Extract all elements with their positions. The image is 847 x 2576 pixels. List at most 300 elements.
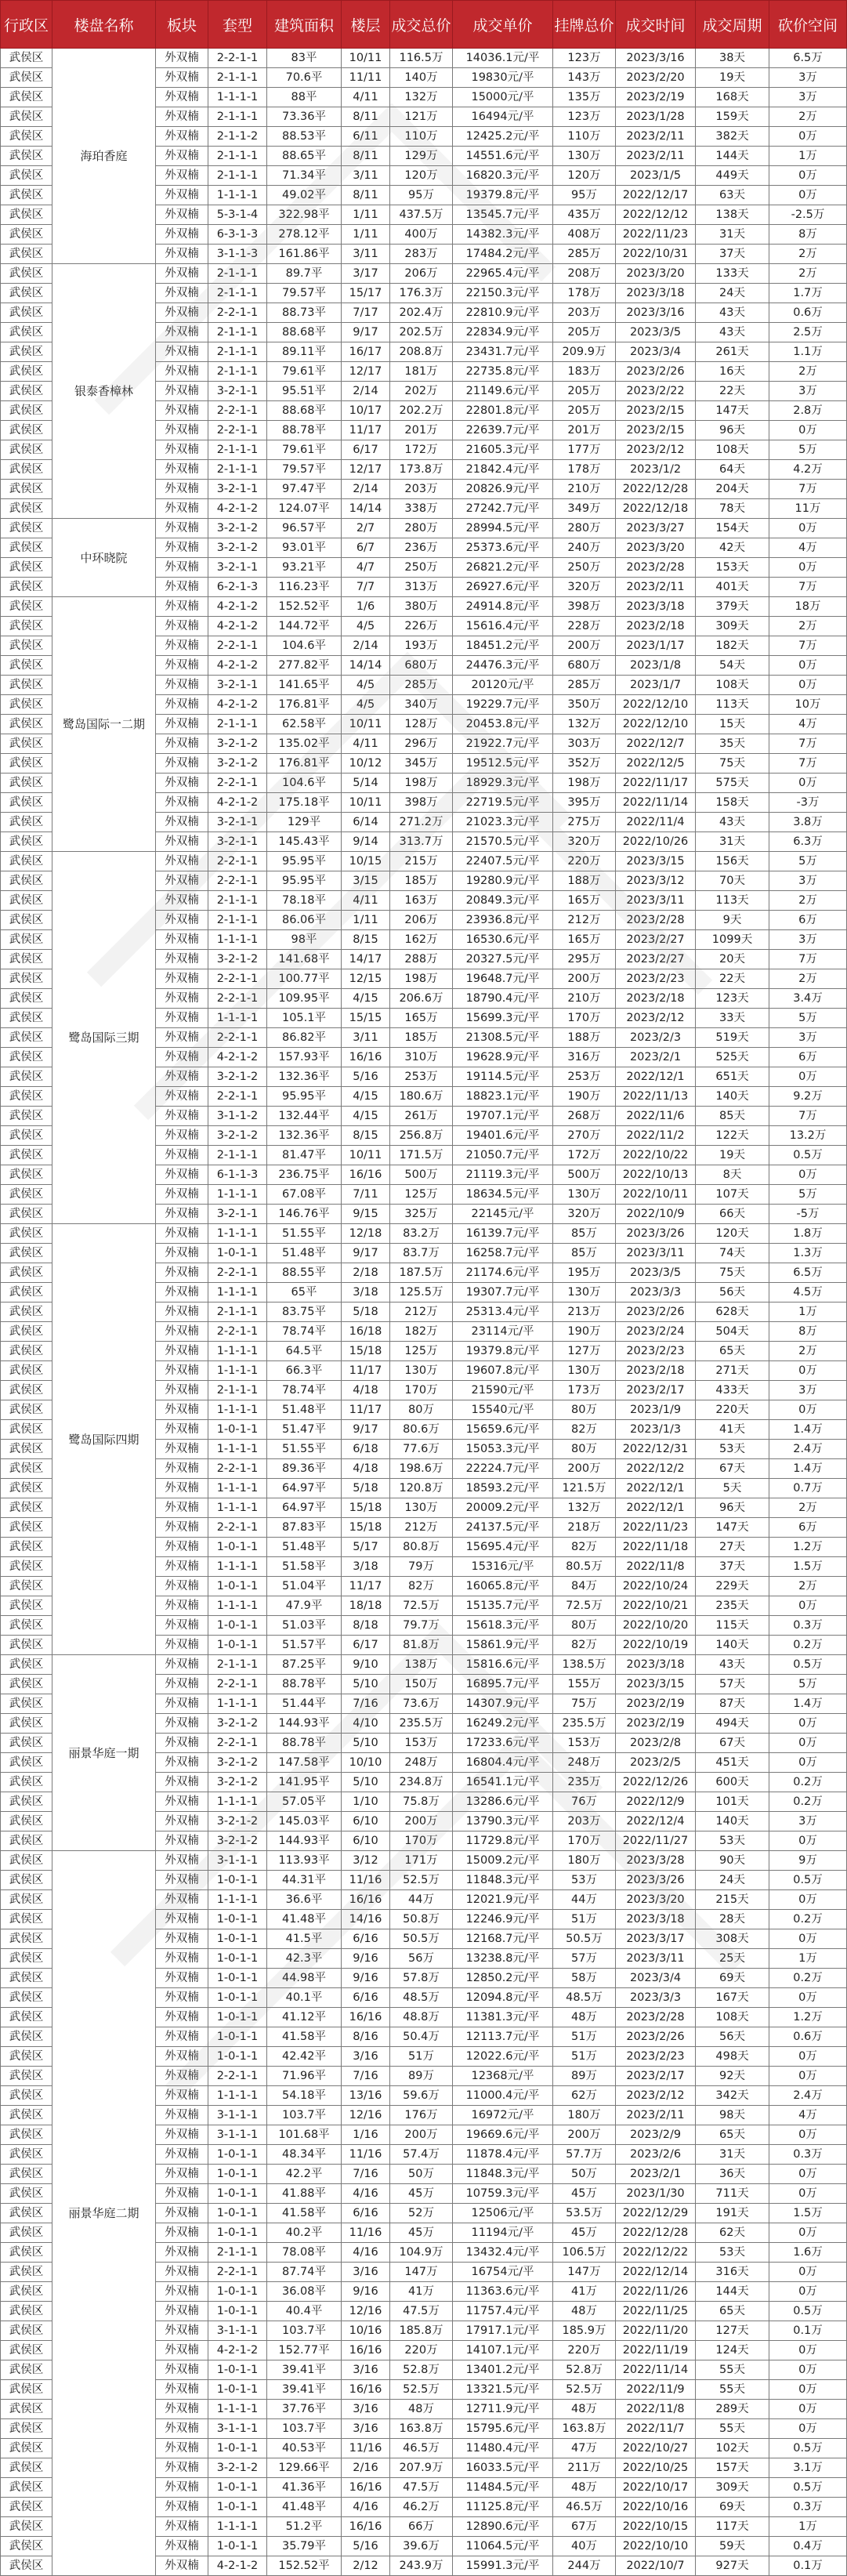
table-cell: 1-0-1-1 xyxy=(208,2282,267,2302)
table-cell: 外双楠 xyxy=(156,1773,208,1792)
table-cell: 87.74平 xyxy=(267,2263,342,2282)
table-cell: 70天 xyxy=(696,871,769,891)
table-cell: 2023/2/23 xyxy=(616,969,696,989)
table-cell: 11万 xyxy=(769,499,847,519)
table-cell: 2-1-1-1 xyxy=(208,2243,267,2263)
table-cell: 150万 xyxy=(390,1675,453,1694)
table-cell: 1-0-1-1 xyxy=(208,2008,267,2027)
community-name-cell: 鹭岛国际四期 xyxy=(52,1224,156,1655)
table-cell: 0万 xyxy=(769,2360,847,2380)
table-cell: 7/16 xyxy=(342,2165,390,2184)
table-cell: 7万 xyxy=(769,1107,847,1126)
table-cell: 11/16 xyxy=(342,1871,390,1890)
table-cell: 武侯区 xyxy=(1,1538,52,1557)
table-cell: 武侯区 xyxy=(1,2537,52,2556)
table-cell: 外双楠 xyxy=(156,2517,208,2537)
table-cell: 163万 xyxy=(390,891,453,911)
table-cell: 外双楠 xyxy=(156,2498,208,2517)
table-row[interactable] xyxy=(1,49,847,68)
table-cell: 2-2-1-1 xyxy=(208,1734,267,1753)
table-cell: 340万 xyxy=(390,695,453,715)
table-cell: 138万 xyxy=(390,1655,453,1675)
table-cell: 322.98平 xyxy=(267,205,342,225)
table-cell: 2023/2/22 xyxy=(616,382,696,401)
column-header[interactable]: 套型 xyxy=(208,1,267,49)
table-cell: 53天 xyxy=(696,1440,769,1459)
table-cell: 95.95平 xyxy=(267,871,342,891)
table-cell: 外双楠 xyxy=(156,480,208,499)
table-cell: 84万 xyxy=(553,1577,616,1596)
table-cell: 18790.4元/平 xyxy=(453,989,553,1009)
table-row[interactable] xyxy=(1,1851,847,1871)
table-cell: 250万 xyxy=(390,558,453,578)
table-cell: 3-1-1-1 xyxy=(208,2321,267,2341)
table-cell: 16/16 xyxy=(342,1890,390,1910)
table-cell: 83.7万 xyxy=(390,1244,453,1263)
column-header[interactable]: 板块 xyxy=(156,1,208,49)
table-cell: 武侯区 xyxy=(1,695,52,715)
table-cell: 285万 xyxy=(390,676,453,695)
table-cell: 500万 xyxy=(390,1165,453,1185)
table-cell: 1/11 xyxy=(342,205,390,225)
table-cell: 0万 xyxy=(769,1361,847,1381)
table-cell: 2023/3/3 xyxy=(616,1283,696,1302)
table-cell: 80万 xyxy=(390,1400,453,1420)
table-cell: 2023/3/12 xyxy=(616,871,696,891)
table-cell: 2022/10/27 xyxy=(616,2439,696,2458)
table-cell: 2022/10/20 xyxy=(616,1616,696,1636)
column-header[interactable]: 成交周期 xyxy=(696,1,769,49)
table-cell: 198万 xyxy=(390,774,453,793)
table-cell: 武侯区 xyxy=(1,264,52,284)
table-cell: 武侯区 xyxy=(1,1263,52,1283)
table-cell: 19669.6元/平 xyxy=(453,2125,553,2145)
table-cell: 87.83平 xyxy=(267,1518,342,1538)
table-cell: 40.53平 xyxy=(267,2439,342,2458)
table-cell: 120天 xyxy=(696,1224,769,1244)
table-cell: 12113.7元/平 xyxy=(453,2027,553,2047)
table-cell: 8万 xyxy=(769,1322,847,1342)
table-cell: 武侯区 xyxy=(1,1479,52,1498)
table-cell: 12506元/平 xyxy=(453,2204,553,2223)
table-cell: 95万 xyxy=(390,186,453,205)
table-cell: 208.8万 xyxy=(390,342,453,362)
table-cell: 武侯区 xyxy=(1,1988,52,2008)
table-cell: 2022/10/7 xyxy=(616,2556,696,2576)
table-cell: 2022/11/23 xyxy=(616,225,696,245)
table-cell: 2022/12/22 xyxy=(616,2243,696,2263)
table-cell: 22天 xyxy=(696,382,769,401)
table-cell: 2022/12/10 xyxy=(616,715,696,734)
table-cell: 武侯区 xyxy=(1,656,52,676)
table-cell: 外双楠 xyxy=(156,68,208,88)
table-cell: 外双楠 xyxy=(156,2400,208,2419)
table-cell: 外双楠 xyxy=(156,989,208,1009)
table-cell: 57天 xyxy=(696,1675,769,1694)
table-cell: 2023/1/3 xyxy=(616,1420,696,1440)
table-cell: 15991.3元/平 xyxy=(453,2556,553,2576)
table-cell: 575天 xyxy=(696,774,769,793)
table-cell: 11/16 xyxy=(342,2145,390,2165)
table-cell: 200万 xyxy=(390,2125,453,2145)
table-cell: 95.95平 xyxy=(267,1087,342,1107)
table-cell: 5/10 xyxy=(342,1734,390,1753)
table-cell: 1-1-1-1 xyxy=(208,1440,267,1459)
table-cell: 12425.2元/平 xyxy=(453,127,553,147)
table-cell: 382天 xyxy=(696,127,769,147)
table-cell: 武侯区 xyxy=(1,1890,52,1910)
table-cell: 1-1-1-1 xyxy=(208,1224,267,1244)
table-cell: 22天 xyxy=(696,969,769,989)
table-cell: 64.97平 xyxy=(267,1479,342,1498)
table-cell: 153万 xyxy=(553,1734,616,1753)
table-cell: 4/18 xyxy=(342,1381,390,1400)
table-cell: 3万 xyxy=(769,1381,847,1400)
table-cell: 2023/3/18 xyxy=(616,1910,696,1929)
table-cell: 2023/2/19 xyxy=(616,1694,696,1714)
table-cell: 21570.5元/平 xyxy=(453,832,553,852)
table-row[interactable] xyxy=(1,519,847,538)
table-cell: 武侯区 xyxy=(1,538,52,558)
table-cell: 15053.3元/平 xyxy=(453,1440,553,1459)
table-cell: 2-2-1-1 xyxy=(208,852,267,871)
table-cell: 2022/11/23 xyxy=(616,1518,696,1538)
table-cell: 0.5万 xyxy=(769,1655,847,1675)
table-cell: 9/16 xyxy=(342,1949,390,1969)
table-cell: 44万 xyxy=(390,1890,453,1910)
table-cell: 21308.5元/平 xyxy=(453,1028,553,1048)
table-cell: 187.5万 xyxy=(390,1263,453,1283)
table-cell: 451天 xyxy=(696,1753,769,1773)
table-cell: 1-0-1-1 xyxy=(208,2047,267,2067)
table-cell: 武侯区 xyxy=(1,2008,52,2027)
table-cell: 153万 xyxy=(390,1734,453,1753)
table-cell: 50万 xyxy=(553,2165,616,2184)
table-cell: 13238.8元/平 xyxy=(453,1949,553,1969)
table-cell: 3万 xyxy=(769,68,847,88)
table-cell: 86.06平 xyxy=(267,911,342,930)
table-cell: 1-0-1-1 xyxy=(208,2184,267,2204)
table-cell: 2-2-1-1 xyxy=(208,871,267,891)
table-cell: 3-1-1-1 xyxy=(208,2125,267,2145)
table-cell: 20009.2元/平 xyxy=(453,1498,553,1518)
table-cell: 14307.9元/平 xyxy=(453,1694,553,1714)
table-cell: 132万 xyxy=(390,88,453,107)
table-cell: 144天 xyxy=(696,2282,769,2302)
table-cell: 121万 xyxy=(390,107,453,127)
table-cell: 205万 xyxy=(553,323,616,342)
table-cell: 外双楠 xyxy=(156,1714,208,1734)
table-cell: 2023/2/27 xyxy=(616,930,696,950)
table-cell: 2/14 xyxy=(342,382,390,401)
table-cell: 2-2-1-1 xyxy=(208,49,267,68)
table-cell: 5/18 xyxy=(342,1302,390,1322)
table-cell: 200万 xyxy=(553,1459,616,1479)
table-cell: 185.9万 xyxy=(553,2321,616,2341)
table-cell: 147万 xyxy=(553,2263,616,2282)
table-cell: 2022/11/19 xyxy=(616,2341,696,2360)
table-cell: 51万 xyxy=(553,2027,616,2047)
table-cell: 11/11 xyxy=(342,68,390,88)
column-header[interactable]: 砍价空间 xyxy=(769,1,847,49)
table-cell: 外双楠 xyxy=(156,1831,208,1851)
table-cell: 50.5万 xyxy=(553,1929,616,1949)
table-cell: 43天 xyxy=(696,1655,769,1675)
table-cell: 武侯区 xyxy=(1,362,52,382)
table-cell: 武侯区 xyxy=(1,2458,52,2478)
table-cell: 103.7平 xyxy=(267,2321,342,2341)
table-cell: 26821.2元/平 xyxy=(453,558,553,578)
table-cell: 武侯区 xyxy=(1,1596,52,1616)
column-header[interactable]: 挂牌总价 xyxy=(553,1,616,49)
table-cell: 0.1万 xyxy=(769,2321,847,2341)
table-cell: 16/16 xyxy=(342,1048,390,1067)
table-cell: 210万 xyxy=(553,989,616,1009)
column-header[interactable]: 成交总价 xyxy=(390,1,453,49)
table-cell: 56万 xyxy=(390,1949,453,1969)
table-cell: 3-1-1-2 xyxy=(208,1107,267,1126)
table-cell: 130万 xyxy=(390,1361,453,1381)
table-cell: 外双楠 xyxy=(156,362,208,382)
table-cell: 武侯区 xyxy=(1,1812,52,1831)
table-cell: 0万 xyxy=(769,421,847,440)
table-cell: 2023/2/19 xyxy=(616,88,696,107)
table-cell: 277.82平 xyxy=(267,656,342,676)
table-cell: 338万 xyxy=(390,499,453,519)
table-cell: 171万 xyxy=(390,1851,453,1871)
table-cell: 5万 xyxy=(769,852,847,871)
table-cell: 1/6 xyxy=(342,597,390,617)
table-cell: 44.31平 xyxy=(267,1871,342,1890)
table-cell: 0万 xyxy=(769,1734,847,1753)
table-cell: 52.5万 xyxy=(390,1871,453,1890)
table-cell: 1-1-1-1 xyxy=(208,1342,267,1361)
table-cell: 51.55平 xyxy=(267,1224,342,1244)
table-cell: 74天 xyxy=(696,1244,769,1263)
table-cell: 21050.7元/平 xyxy=(453,1146,553,1165)
table-cell: 50.5万 xyxy=(390,1929,453,1949)
table-cell: 外双楠 xyxy=(156,1224,208,1244)
table-cell: 4-2-1-2 xyxy=(208,597,267,617)
table-cell: 89万 xyxy=(390,2067,453,2086)
table-cell: 2023/3/11 xyxy=(616,1949,696,1969)
table-cell: 外双楠 xyxy=(156,1812,208,1831)
table-cell: 0万 xyxy=(769,2380,847,2400)
table-cell: 205万 xyxy=(553,382,616,401)
table-cell: 235万 xyxy=(553,1773,616,1792)
table-cell: 41.48平 xyxy=(267,2498,342,2517)
table-cell: 92天 xyxy=(696,2067,769,2086)
table-row[interactable] xyxy=(1,597,847,617)
table-cell: 86.82平 xyxy=(267,1028,342,1048)
table-cell: 14036.1元/平 xyxy=(453,49,553,68)
table-row[interactable] xyxy=(1,264,847,284)
table-cell: 205万 xyxy=(553,401,616,421)
table-cell: 19天 xyxy=(696,68,769,88)
table-cell: 104.6平 xyxy=(267,636,342,656)
table-cell: 504天 xyxy=(696,1322,769,1342)
table-cell: 外双楠 xyxy=(156,166,208,186)
table-cell: 18929.3元/平 xyxy=(453,774,553,793)
table-cell: 271天 xyxy=(696,1361,769,1381)
table-cell: 153天 xyxy=(696,558,769,578)
table-cell: 武侯区 xyxy=(1,1557,52,1577)
table-cell: 19229.7元/平 xyxy=(453,695,553,715)
table-cell: 外双楠 xyxy=(156,1518,208,1538)
table-cell: 2023/3/20 xyxy=(616,538,696,558)
table-cell: 外双楠 xyxy=(156,930,208,950)
table-cell: 6/16 xyxy=(342,1988,390,2008)
table-cell: 外双楠 xyxy=(156,1126,208,1146)
table-cell: 1.2万 xyxy=(769,2008,847,2027)
table-cell: 0万 xyxy=(769,519,847,538)
table-cell: 9/17 xyxy=(342,1420,390,1440)
table-cell: 3-2-1-1 xyxy=(208,382,267,401)
table-cell: 武侯区 xyxy=(1,1831,52,1851)
table-cell: 200万 xyxy=(553,636,616,656)
table-cell: 武侯区 xyxy=(1,480,52,499)
table-cell: 72.5万 xyxy=(553,1596,616,1616)
column-header[interactable]: 成交时间 xyxy=(616,1,696,49)
table-cell: 1.5万 xyxy=(769,1557,847,1577)
table-cell: 401天 xyxy=(696,578,769,597)
table-cell: 170万 xyxy=(553,1009,616,1028)
table-cell: 9/15 xyxy=(342,1205,390,1224)
table-cell: 44.98平 xyxy=(267,1969,342,1988)
table-cell: 2022/10/10 xyxy=(616,2537,696,2556)
table-cell: 2023/1/28 xyxy=(616,107,696,127)
table-cell: 武侯区 xyxy=(1,1655,52,1675)
table-cell: 2022/12/10 xyxy=(616,695,696,715)
table-cell: 3万 xyxy=(769,382,847,401)
table-cell: 2022/10/31 xyxy=(616,245,696,264)
table-cell: 350万 xyxy=(553,695,616,715)
table-cell: 14107.1元/平 xyxy=(453,2341,553,2360)
table-cell: 5/14 xyxy=(342,774,390,793)
table-cell: 武侯区 xyxy=(1,2341,52,2360)
table-cell: 武侯区 xyxy=(1,2419,52,2439)
table-cell: 外双楠 xyxy=(156,2008,208,2027)
table-cell: 3/15 xyxy=(342,871,390,891)
table-cell: 0万 xyxy=(769,1890,847,1910)
table-cell: 3.8万 xyxy=(769,813,847,832)
table-cell: 121.5万 xyxy=(553,1479,616,1498)
table-cell: 外双楠 xyxy=(156,1871,208,1890)
table-cell: 2022/11/20 xyxy=(616,2321,696,2341)
table-cell: 25天 xyxy=(696,1949,769,1969)
table-cell: 2023/3/17 xyxy=(616,1929,696,1949)
table-cell: 680万 xyxy=(390,656,453,676)
table-cell: 66万 xyxy=(390,2517,453,2537)
column-header[interactable]: 楼盘名称 xyxy=(52,1,156,49)
table-cell: 46.5万 xyxy=(390,2439,453,2458)
table-cell: 12890.6元/平 xyxy=(453,2517,553,2537)
table-cell: 19707.1元/平 xyxy=(453,1107,553,1126)
table-cell: 2022/12/31 xyxy=(616,1440,696,1459)
table-cell: 124.07平 xyxy=(267,499,342,519)
table-cell: 外双楠 xyxy=(156,1009,208,1028)
table-cell: 141.68平 xyxy=(267,950,342,969)
table-cell: 96天 xyxy=(696,421,769,440)
table-cell: 外双楠 xyxy=(156,1185,208,1205)
table-cell: 16/16 xyxy=(342,2380,390,2400)
table-cell: 外双楠 xyxy=(156,2341,208,2360)
table-cell: 15816.6元/平 xyxy=(453,1655,553,1675)
table-cell: 1万 xyxy=(769,147,847,166)
table-cell: 武侯区 xyxy=(1,578,52,597)
table-cell: 0.4万 xyxy=(769,2537,847,2556)
table-cell: 武侯区 xyxy=(1,1949,52,1969)
table-cell: 2023/2/26 xyxy=(616,1302,696,1322)
table-cell: 2023/2/12 xyxy=(616,1009,696,1028)
table-cell: 3-1-1-1 xyxy=(208,2106,267,2125)
table-cell: 202.2万 xyxy=(390,401,453,421)
column-header[interactable]: 楼层 xyxy=(342,1,390,49)
table-cell: 248万 xyxy=(390,1753,453,1773)
table-cell: 400万 xyxy=(390,225,453,245)
table-cell: 250万 xyxy=(553,558,616,578)
table-cell: 外双楠 xyxy=(156,891,208,911)
table-cell: 10/10 xyxy=(342,1753,390,1773)
table-cell: 146.76平 xyxy=(267,1205,342,1224)
table-cell: 52.8万 xyxy=(553,2360,616,2380)
table-cell: 132万 xyxy=(553,715,616,734)
table-cell: 235.5万 xyxy=(553,1714,616,1734)
table-cell: 2023/2/11 xyxy=(616,2106,696,2125)
table-cell: 外双楠 xyxy=(156,1479,208,1498)
table-cell: 78.18平 xyxy=(267,891,342,911)
table-cell: 4/5 xyxy=(342,617,390,636)
table-cell: 3/18 xyxy=(342,1557,390,1577)
table-cell: 4万 xyxy=(769,538,847,558)
table-cell: 2023/3/26 xyxy=(616,1224,696,1244)
table-cell: 2023/1/30 xyxy=(616,2184,696,2204)
table-cell: 14382.3元/平 xyxy=(453,225,553,245)
table-cell: 15/18 xyxy=(342,1518,390,1538)
table-cell: 6-3-1-3 xyxy=(208,225,267,245)
table-cell: 2-1-1-2 xyxy=(208,127,267,147)
table-cell: 4万 xyxy=(769,715,847,734)
table-cell: 101天 xyxy=(696,1792,769,1812)
table-row[interactable] xyxy=(1,1655,847,1675)
table-cell: 3-2-1-1 xyxy=(208,676,267,695)
column-header[interactable]: 成交单价 xyxy=(453,1,553,49)
table-cell: 248万 xyxy=(553,1753,616,1773)
table-row[interactable] xyxy=(1,852,847,871)
table-cell: 110万 xyxy=(390,127,453,147)
table-cell: 58万 xyxy=(553,1969,616,1988)
table-cell: 212万 xyxy=(553,911,616,930)
table-cell: 711天 xyxy=(696,2184,769,2204)
table-row[interactable] xyxy=(1,1224,847,1244)
table-cell: 48万 xyxy=(553,2302,616,2321)
table-cell: 1-1-1-1 xyxy=(208,2086,267,2106)
table-cell: 67万 xyxy=(553,2517,616,2537)
table-cell: 51.48平 xyxy=(267,1400,342,1420)
table-cell: 57.4万 xyxy=(390,2145,453,2165)
column-header[interactable]: 行政区 xyxy=(1,1,52,49)
table-cell: 外双楠 xyxy=(156,2125,208,2145)
table-cell: 2023/2/15 xyxy=(616,421,696,440)
table-cell: 47.9平 xyxy=(267,1596,342,1616)
column-header[interactable]: 建筑面积 xyxy=(267,1,342,49)
table-cell: 武侯区 xyxy=(1,1107,52,1126)
table-cell: 203万 xyxy=(553,303,616,323)
table-cell: 51.58平 xyxy=(267,1557,342,1577)
table-cell: 130万 xyxy=(553,1185,616,1205)
table-cell: 1-0-1-1 xyxy=(208,2439,267,2458)
table-cell: 154天 xyxy=(696,519,769,538)
